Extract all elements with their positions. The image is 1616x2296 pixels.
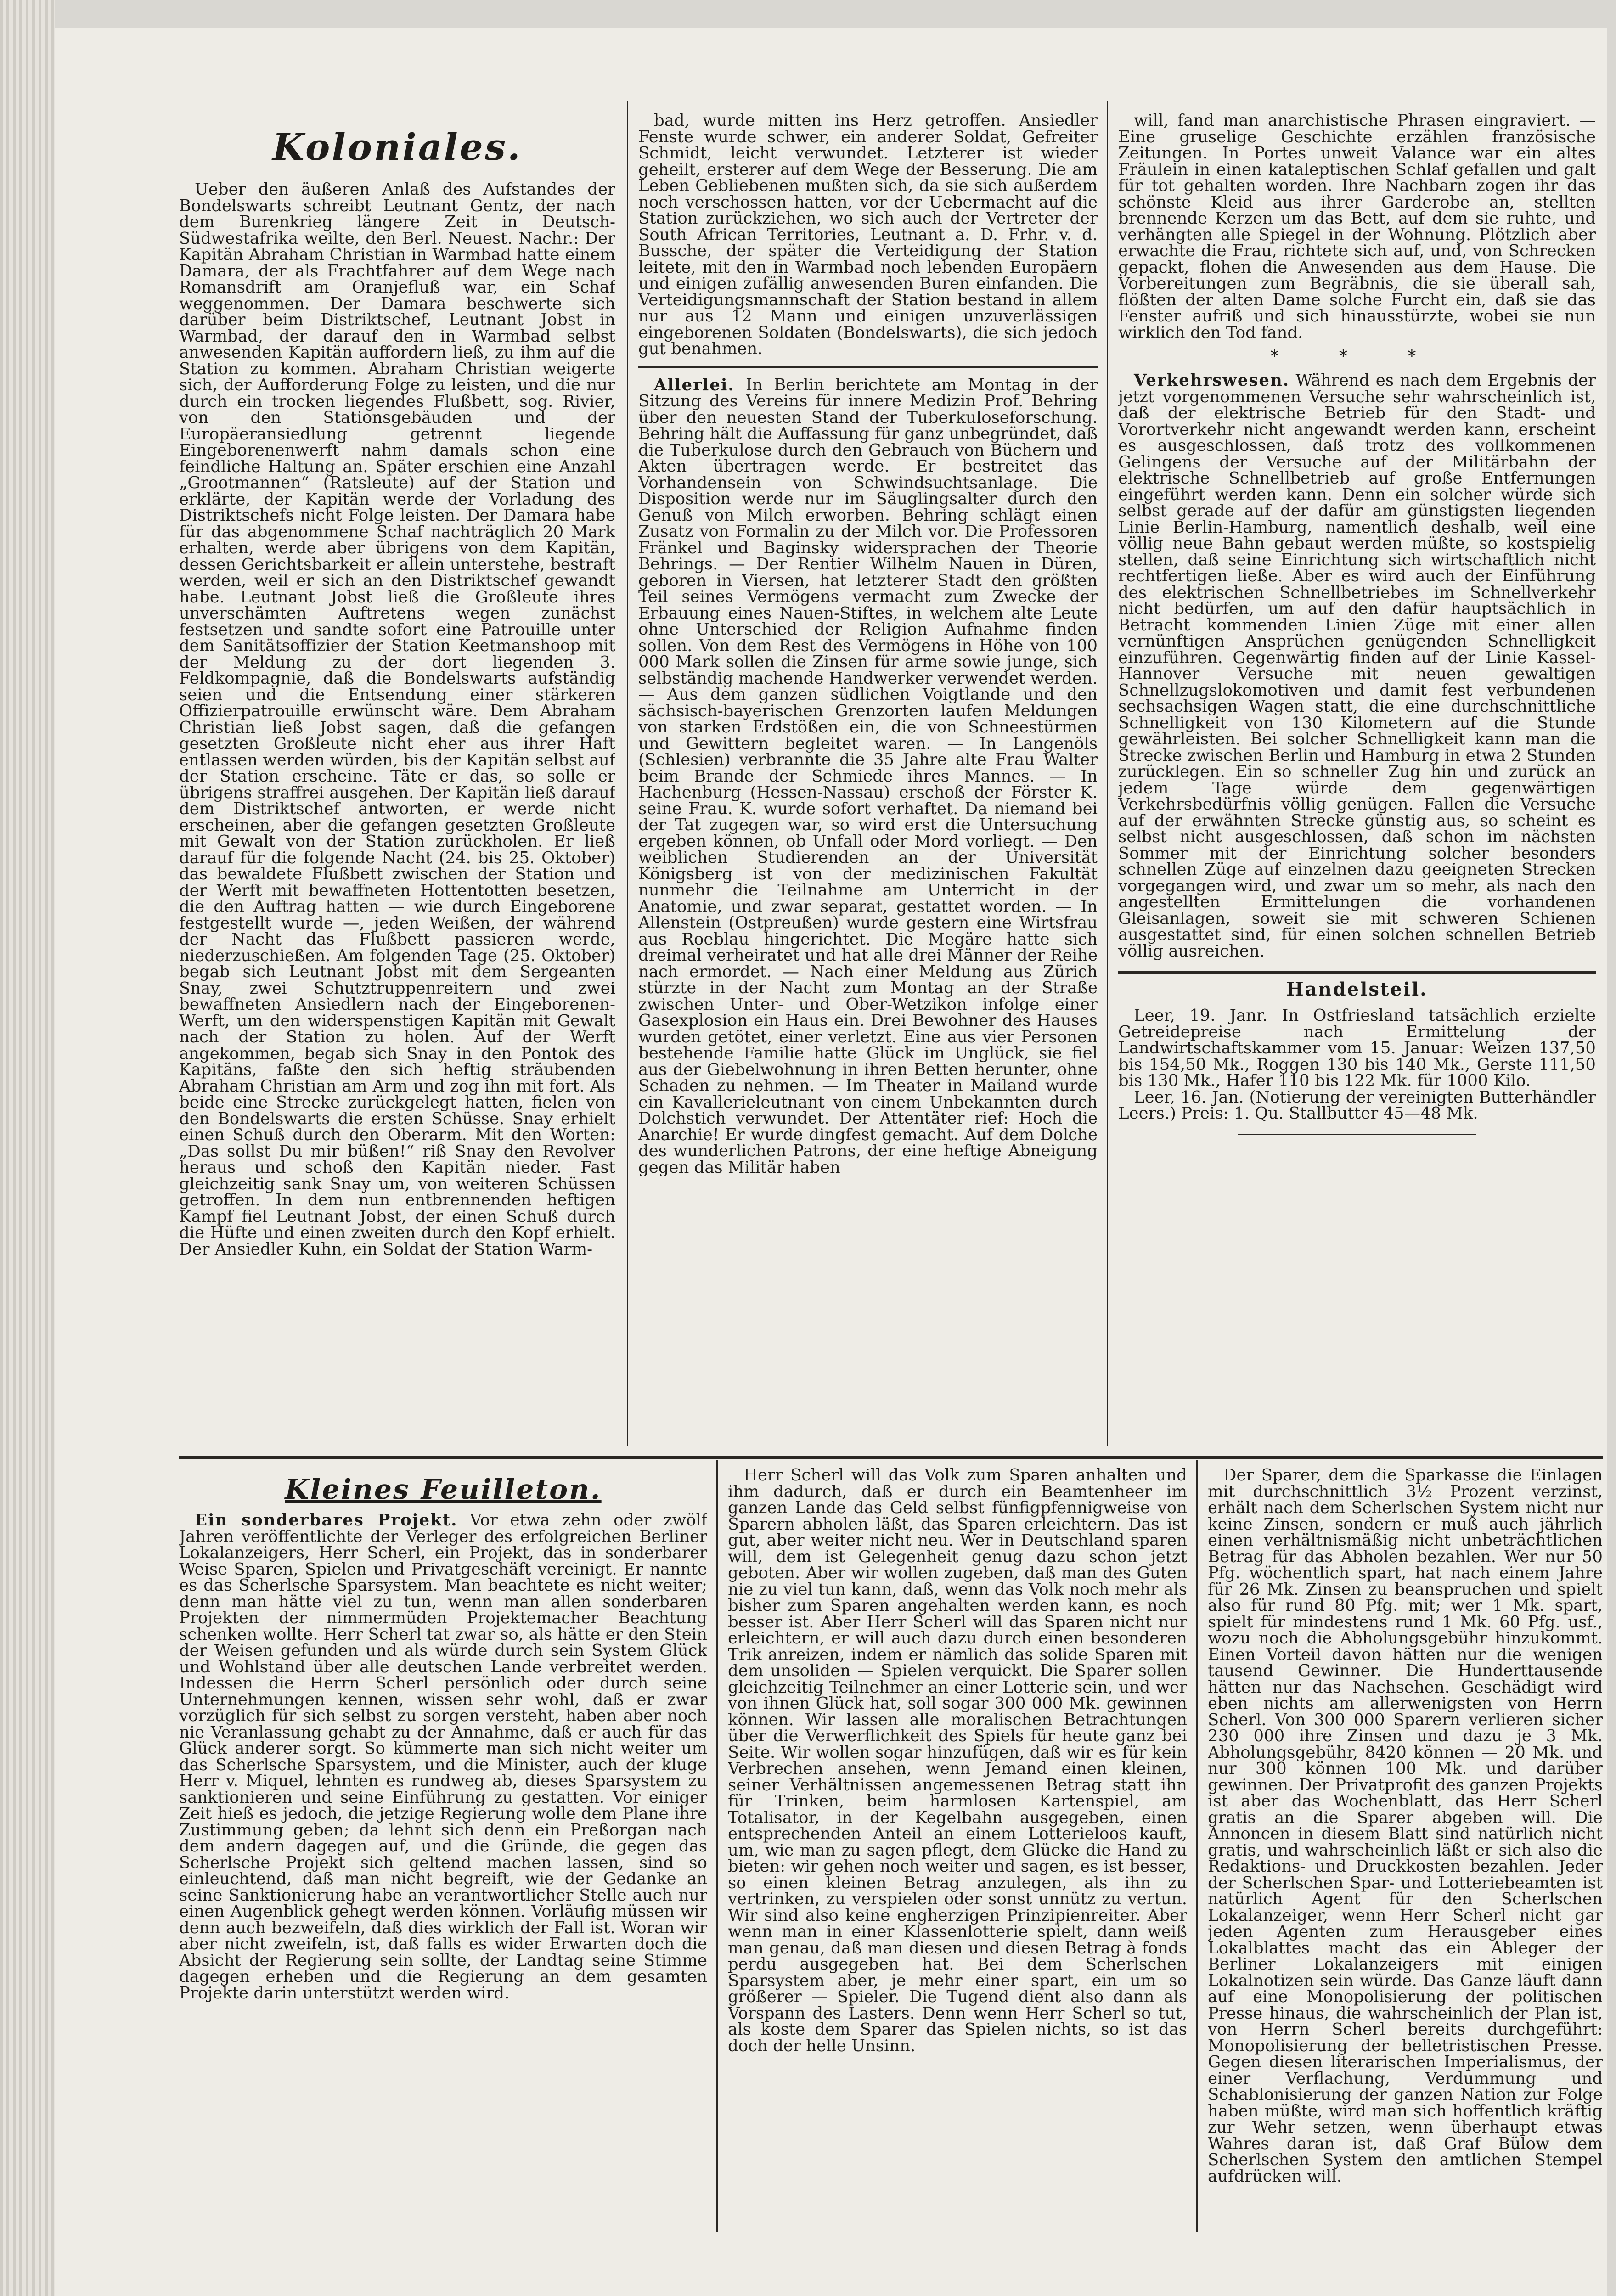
column-divider	[1107, 101, 1108, 1446]
handel-leer-1: Leer, 19. Janr. In Ostfriesland tatsächlich erzielte Getreidepreise nach Ermittelung der Landwirtschaftskammer vom 15. Januar: Weizen 137,50 bis 154,50 Mk., Roggen 130 bis 140 Mk., Gerste 111,50 bis 130 Mk., Hafer 110 bis 122 Mk. für 1000 Kilo.	[1118, 1006, 1596, 1090]
section-title-handelsteil: Handelsteil.	[1286, 979, 1428, 1000]
feuilleton-rule	[179, 1456, 1603, 1459]
column-divider	[627, 101, 628, 1446]
handel-end-rule	[1238, 1134, 1476, 1135]
feuilleton-text-3: Der Sparer, dem die Sparkasse die Einlagen mit durchschnittlich 3½ Prozent verzinst, erhält nach dem Scherlschen System nicht nur keine Zinsen, sondern er muß auch jährlich einen verhältnismäßig nicht unbeträchtlichen Betrag für das Abholen bezahlen. Wer nur 50 Pfg. wöchentlich spart, hat nach einem Jahre für 26 Mk. Zinsen zu beanspruchen und spielt also für rund 80 Pfg. mit; wer 1 Mk. spart, spielt für mindestens rund 1 Mk. 60 Pfg. usf., wozu noch die Abholungsgebühr hinzukommt. Einen Vorteil davon hätten nur die wenigen tausend Gewinner. Die Hunderttausende hätten nur das Nachsehen. Geschädigt wird eben nichts am allerwenigsten von Herrn Scherl. Von 300 000 Sparern verlieren sicher 230 000 ihre Zinsen und dazu je 3 Mk. Abholungsgebühr, 8420 können — 20 Mk. und nur 300 können 100 Mk. und darüber gewinnen. Der Privatprofit des ganzen Projekts ist aber das Wochenblatt, das Herr Scherl gratis an die Sparer abgeben will. Die Annoncen in diesem Blatt sind natürlich nicht gratis, und wahrscheinlich läßt er sich also die Redaktions- und Druckkosten bezahlen. Jeder der Scherlschen Spar- und Lotteriebeamten ist natürlich Agent für den Scherlschen Lokalanzeiger, wenn Herr Scherl nicht gar jeden Agenten zum Herausgeber eines Lokalblattes macht das ein Ableger der Berliner Lokalanzeigers mit einigen Lokalnotizen sein würde. Das Ganze läuft dann auf eine Monopolisierung der politischen Presse hinaus, die wahrscheinlich der Plan ist, von Herrn Scherl bereits durchgeführt: Monopolisierung der belletristischen Presse. Gegen diesen literarischen Imperialismus, der einer Verflachung, Verdummung und Schablonisierung der ganzen Nation zur Folge haben müßte, wird man sich hoffentlich kräftig zur Wehr setzen, wenn überhaupt etwas Wahres daran ist, daß Graf Bülow dem Scherlschen System den amtlichen Stempel aufdrücken will.	[1208, 1467, 1603, 2186]
verkehr-text: Während es nach dem Ergebnis der jetzt vorgenommenen Versuche sehr wahrscheinlich ist, daß der elektrische Betrieb für den Stadt- und Vorortverkehr nicht angewandt werden kann, erscheint es ausgeschlossen, daß trotz des vollkommenen Gelingens der Versuche auf der Militärbahn der elektrische Schnellbetrieb auf große Entfernungen eingeführt werden kann. Denn ein solcher würde sich selbst gerade auf der dafür am günstigsten liegenden Linie Berlin-Hamburg, namentlich deshalb, weil eine völlig neue Bahn gebaut werden müßte, so kostspielig stellen, daß seine Einrichtung sich wirtschaftlich nicht rechtfertigen ließe. Aber es wird auch der Einführung des elektrischen Schnellbetriebes im Schnellverkehr nicht bedürfen, um auf den dafür hauptsächlich in Betracht kommenden Linien Züge mit einer allen vernünftigen Ansprüchen genügenden Schnelligkeit einzuführen. Gegenwärtig finden auf der Linie Kassel-Hannover Versuche mit neuen gewaltigen Schnellzugslokomotiven und damit fest verbundenen sechsachsigen Wagen statt, die eine durchschnittliche Schnelligkeit von 130 Kilometern auf die Stunde gewährleisten. Bei solcher Schnelligkeit kann man die Strecke zwischen Berlin und Hamburg in etwa 2 Stunden zurücklegen. Ein so schneller Zug hin und zurück an jedem Tage würde dem gegenwärtigen Verkehrsbedürfnis völlig genügen. Fallen die Versuche auf der erwähnten Strecke günstig aus, so scheint es selbst nicht ausgeschlossen, daß schon im nächsten Sommer mit der Einrichtung solcher besonders schnellen Züge auf einzelnen dazu geeigneten Strecken vorgegangen wird, und zwar um so mehr, als nach den angestellten Ermittelungen die vorhandenen Gleisanlagen, soweit sie mit schweren Schienen ausgestattet sind, für einen solchen schnellen Betrieb völlig ausreichen.	[1118, 371, 1596, 961]
article-kolonial-text: Ueber den äußeren Anlaß des Aufstandes der Bondelswarts schreibt Leutnant Gentz, der nach dem Burenkrieg längere Zeit in Deutsch-Südwestafrika weilte, den Berl. Neuest. Nachr.: Der Kapitän Abraham Christian in Warmbad hatte einem Damara, der als Frachtfahrer auf dem Wege nach Romansdrift am Oranjefluß war, ein Schaf weggenommen. Der Damara beschwerte sich darüber beim Distriktschef, Leutnant Jobst in Warmbad, der darauf den in Warmbad selbst anwesenden Kapitän auffordern ließ, zu ihm auf die Station zu kommen. Abraham Christian weigerte sich, der Aufforderung Folge zu leisten, und die nur durch ein trocken liegendes Flußbett, sog. Rivier, von den Stationsgebäuden und der Europäeransiedlung getrennt liegende Eingeborenenwerft nahm damals schon eine feindliche Haltung an. Später erschien eine Anzahl „Grootmannen“ (Ratsleute) auf der Station und erklärte, der Kapitän werde der Vorladung des Distriktschefs nicht Folge leisten. Der Damara habe für das abgenommene Schaf nachträglich 20 Mark erhalten, werde aber übrigens von dem Kapitän, dessen Gerichtsbarkeit er allein unterstehe, bestraft werden, weil er sich an den Distriktschef gewandt habe. Leutnant Jobst ließ die Großleute ihres unverschämten Auftretens wegen zunächst festsetzen und sandte sofort eine Patrouille unter dem Sanitätsoffizier der Station Keetmanshoop mit der Meldung zu der dort liegenden 3. Feldkompagnie, daß die Bondelswarts aufständig seien und die Entsendung einer stärkeren Offizierpatrouille erwünscht wäre. Dem Abraham Christian ließ Jobst sagen, daß die gefangen gesetzten Großleute nicht eher aus ihrer Haft entlassen werden würden, bis der Kapitän selbst auf der Station erscheine. Täte er das, so solle er übrigens straffrei ausgehen. Der Kapitän ließ darauf dem Distriktschef antworten, er werde nicht erscheinen, aber die gefangen gesetzten Großleute mit Gewalt von der Station zurückholen. Er ließ darauf für die folgende Nacht (24. bis 25. Oktober) das bewaldete Flußbett zwischen der Station und der Werft mit bewaffneten Hottentotten besetzen, die den Auftrag hatten — wie durch Eingeborene festgestellt wurde —, jeden Weißen, der während der Nacht das Flußbett passieren werde, niederzuschießen. Am folgenden Tage (25. Oktober) begab sich Leutnant Jobst mit dem Sergeanten Snay, zwei Schutztruppenreitern und zwei bewaffneten Ansiedlern nach der Eingeborenen-Werft, um den widerspenstigen Kapitän mit Gewalt nach der Station zu holen. Auf der Werft angekommen, begab sich Snay in den Pontok des Kapitäns, faßte den sich heftig sträubenden Abraham Christian am Arm und zog ihn mit fort. Als beide eine Strecke zurückgelegt hatten, fielen von den Bondelswarts die ersten Schüsse. Snay erhielt einen Schuß durch den Oberarm. Mit den Worten: „Das sollst Du mir büßen!“ riß Snay den Revolver heraus und schoß den Kapitän nieder. Fast gleichzeitig sank Snay um, von weiteren Schüssen getroffen. In dem nun entbrennenden heftigen Kampf fiel Leutnant Jobst, der einen Schuß durch die Hüfte und einen zweiten durch den Kopf erhielt. Der Ansiedler Kuhn, ein Soldat der Station Warm-	[179, 180, 615, 1259]
column-verkehr	[1118, 113, 1596, 1453]
column-feuilleton-2	[728, 1467, 1187, 2229]
feuilleton-paragraph-1	[179, 1512, 707, 2001]
handel-leer-2: Leer, 16. Jan. (Notierung der vereinigten Butterhändler Leers.) Preis: 1. Qu. Stallbutter 45—48 Mk.	[1118, 1087, 1596, 1123]
column-divider	[1196, 1460, 1198, 2232]
feuilleton-text-2: Herr Scherl will das Volk zum Sparen anhalten und ihm dadurch, daß er durch ein Beamtenheer im ganzen Lande das Geld selbst fünfigpfennigweise von Sparern abholen läßt, das Sparen erleichtern. Das ist gut, aber weiter nicht neu. Wer in Deutschland sparen will, dem ist Gelegenheit genug dazu schon jetzt geboten. Aber wir wollen zugeben, daß man des Guten nie zu viel tun kann, daß, wenn das Volk noch mehr als bisher zum Sparen angehalten werden kann, es noch besser ist. Aber Herr Scherl will das Sparen nicht nur erleichtern, er will auch dazu durch einen besonderen Trik anreizen, indem er nämlich das solide Sparen mit dem unsoliden — Spielen verquickt. Die Sparer sollen gleichzeitig Teilnehmer an einer Lotterie sein, und wer von ihnen Glück hat, soll sogar 300 000 Mk. gewinnen können. Wir lassen alle moralischen Betrachtungen über die Verwerflichkeit des Spiels für heute ganz bei Seite. Wir wollen sogar hinzufügen, daß wir es für kein Verbrechen ansehen, wenn Jemand einen kleinen, seiner Verhältnissen angemessenen Betrag statt ihn für Trinken, beim harmlosen Kartenspiel, am Totalisator, in der Kegelbahn ausgegeben, einen entsprechenden Anteil an einem Lotterieloos kauft, um, wie man zu sagen pflegt, dem Glücke die Hand zu bieten: wir gehen noch weiter und sagen, es ist besser, so einen kleinen Betrag anzulegen, als ihn zu vertrinken, zu verspielen oder sonst unnütz zu vertun. Wir sind also keine engherzigen Prinzipienreiter. Aber wenn man in einer Klassenlotterie spielt, dann weiß man genau, daß man diesen und diesen Betrag à fonds perdu ausgegeben hat. Bei dem Scherlschen Sparsystem aber, je mehr einer spart, ein um so größerer — Spieler. Die Tugend dient also dann als Vorspann des Lasters. Denn wenn Herr Scherl so tut, als koste dem Sparer das Spielen nichts, so ist das doch der helle Unsinn.	[728, 1467, 1187, 2055]
feuilleton-subheading: Ein sonderbares Projekt.	[195, 1511, 458, 1530]
column-koloniales	[179, 117, 615, 1405]
newspaper-page	[55, 28, 1607, 2296]
allerlei-heading: Allerlei.	[654, 375, 735, 394]
section-title-feuilleton: Kleines Feuilleton.	[285, 1474, 602, 1506]
article-separator	[638, 357, 1098, 368]
article-gruselig-text: will, fand man anarchistische Phrasen eingraviert. — Eine gruselige Geschichte erzählen französische Zeitungen. In Portes unweit Valance war ein altes Fräulein in einen kataleptischen Schlaf gefallen und galt für tot gehalten worden. Ihre Nachbarn zogen ihr das schönste Kleid aus ihrer Garderobe an, stellten brennende Kerzen um das Bett, auf dem sie ruhte, und verhängten alle Spiegel in der Wohnung. Plötzlich aber erwachte die Frau, richtete sich auf, und, von Schrecken gepackt, flohen die Anwesenden aus dem Hause. Die Vorbereitungen zum Begräbnis, die sie überall sah, flößten der alten Dame solche Furcht ein, daß sie das Fenster aufriß und sich hinausstürzte, wobei sie nun wirklich den Tod fand.	[1118, 113, 1596, 342]
section-title-koloniales: Koloniales.	[272, 125, 522, 169]
verkehr-paragraph	[1118, 372, 1596, 959]
section-stars: * * *	[1270, 347, 1444, 366]
page-edge	[0, 0, 55, 2296]
verkehr-heading: Verkehrswesen.	[1134, 371, 1290, 390]
column-divider	[716, 1460, 718, 2232]
handel-rule	[1118, 971, 1596, 974]
column-allerlei	[638, 113, 1098, 1453]
allerlei-text: In Berlin berichtete am Montag in der Sitzung des Vereins für innere Medizin Prof. Behring über den neuesten Stand der Tuberkuloseforschung. Behring hält die Auffassung für ganz unbegründet, daß die Tuberkulose durch den Gebrauch von Büchern und Akten übertragen werde. Er bestreitet das Vorhandensein von Schwindsuchtsanlage. Die Disposition werde nur im Säuglingsalter durch den Genuß von Milch erworben. Behring schlägt einen Zusatz von Formalin zu der Milch vor. Die Professoren Fränkel und Baginsky widersprachen der Theorie Behrings. — Der Rentier Wilhelm Nauen in Düren, geboren in Viersen, hat letzterer Stadt den größten Teil seines Vermögens vermacht zum Zwecke der Erbauung eines Nauen-Stiftes, in welchem alte Leute ohne Unterschied der Religion Aufnahme finden sollen. Von dem Rest des Vermögens in Höhe von 100 000 Mark sollen die Zinsen für arme sowie junge, sich selbständig machende Handwerker verwendet werden. — Aus dem ganzen südlichen Voigtlande und den sächsisch-bayerischen Grenzorten laufen Meldungen von starken Erdstößen ein, die von Schneestürmen und Gewittern begleitet waren. — In Langenöls (Schlesien) verbrannte die 35 Jahre alte Frau Walter beim Brande der Schmiede ihres Mannes. — In Hachenburg (Hessen-Nassau) erschoß der Förster K. seine Frau. K. wurde sofort verhaftet. Da niemand bei der Tat zugegen war, so wird erst die Untersuchung ergeben können, ob Unfall oder Mord vorliegt. — Den weiblichen Studierenden an der Universität Königsberg ist von der medizinischen Fakultät nunmehr die Teilnahme am Unterricht in der Anatomie, und zwar separat, gestattet worden. — In Allenstein (Ostpreußen) wurde gestern eine Wirtsfrau aus Roeblau hingerichtet. Die Megäre hatte sich dreimal verheiratet und hat alle drei Männer der Reihe nach ermordet. — Nach einer Meldung aus Zürich stürzte in der Nacht zum Montag an der Straße zwischen Unter- und Ober-Wetzikon infolge einer Gasexplosion ein Haus ein. Drei Bewohner des Hauses wurden getötet, einer verletzt. Eine aus vier Personen bestehende Familie hatte Glück im Unglück, sie fiel aus der Giebelwohnung in ihren Betten herunter, ohne Schaden zu nehmen. — Im Theater in Mailand wurde ein Kavallerieleutnant von einem Unbekannten durch Dolchstich verwundet. Der Attentäter rief: Hoch die Anarchie! Er wurde dingfest gemacht. Auf dem Dolche des wunderlichen Patrons, der eine heftige Abneigung gegen das Militär haben	[638, 375, 1098, 1177]
allerlei-paragraph	[638, 377, 1098, 1176]
column-feuilleton-3	[1208, 1467, 1603, 2229]
article-kolonial-continuation: bad, wurde mitten ins Herz getroffen. Ansiedler Fenste wurde schwer, ein anderer Soldat, Gefreiter Schmidt, leicht verwundet. Letzterer ist wieder geheilt, ersterer auf dem Wege der Besserung. Die am Leben Gebliebenen mußten sich, da sie sich außerdem noch verschossen hatten, vor der Uebermacht auf die Station zurückziehen, wo sich auch der Vertreter der South African Territories, Leutnant a. D. Frhr. v. d. Bussche, der später die Verteidigung der Station leitete, mit den in Warmbad noch lebenden Europäern und einigen zufällig anwesenden Buren einfanden. Die Verteidigungsmannschaft der Station bestand in allem nur aus 12 Mann und einigen unzuverlässigen eingeborenen Soldaten (Bondelswarts), die sich jedoch gut benahmen.	[638, 113, 1098, 358]
column-feuilleton-1	[179, 1467, 707, 2229]
feuilleton-text-1: Vor etwa zehn oder zwölf Jahren veröffentlichte der Verleger des erfolgreichen Berliner Lokalanzeigers, Herr Scherl, ein Projekt, das in sonderbarer Weise Sparen, Spielen und Privatgeschäft vereinigt. Er nannte es das Scherlsche Sparsystem. Man beachtete es nicht weiter; denn man hätte viel zu tun, wenn man allen sonderbaren Projekten der nimmermüden Projektemacher Beachtung schenken wollte. Herr Scherl tat zwar so, als hätte er den Stein der Weisen gefunden und als würde durch sein System Glück und Wohlstand über alle deutschen Lande verbreitet werden. Indessen die Herrn Scherl persönlich oder durch seine Unternehmungen kennen, wissen sehr wohl, daß er zwar vorzüglich für sich selbst zu sorgen versteht, haben aber noch nie Veranlassung gehabt zu der Annahme, daß er auch für das Glück anderer sorgt. So kümmerte man sich nicht weiter um das Scherlsche Sparsystem, und die Minister, auch der kluge Herr v. Miquel, lehnten es rundweg ab, dieses Sparsystem zu sanktionieren und seine Einführung zu gestatten. Vor einiger Zeit hieß es jedoch, die jetzige Regierung wolle dem Plane ihre Zustimmung geben; da lehnt sich denn ein Preßorgan nach dem andern dagegen auf, und die Gründe, die gegen das Scherlsche Projekt sich geltend machen lassen, sind so einleuchtend, daß man nicht begreift, wie der Gedanke an seine Sanktionierung habe an verantwortlicher Stelle auch nur einen Augenblick gehegt werden können. Vorläufig müssen wir denn auch bezweifeln, daß dies wirklich der Fall ist. Woran wir aber nicht zweifeln, ist, daß falls es wider Erwarten doch die Absicht der Regierung sein sollte, der Landtag seine Stimme dagegen erheben und die Regierung an dem gesamten Projekte darin unterstützt werden wird.	[179, 1511, 707, 2003]
